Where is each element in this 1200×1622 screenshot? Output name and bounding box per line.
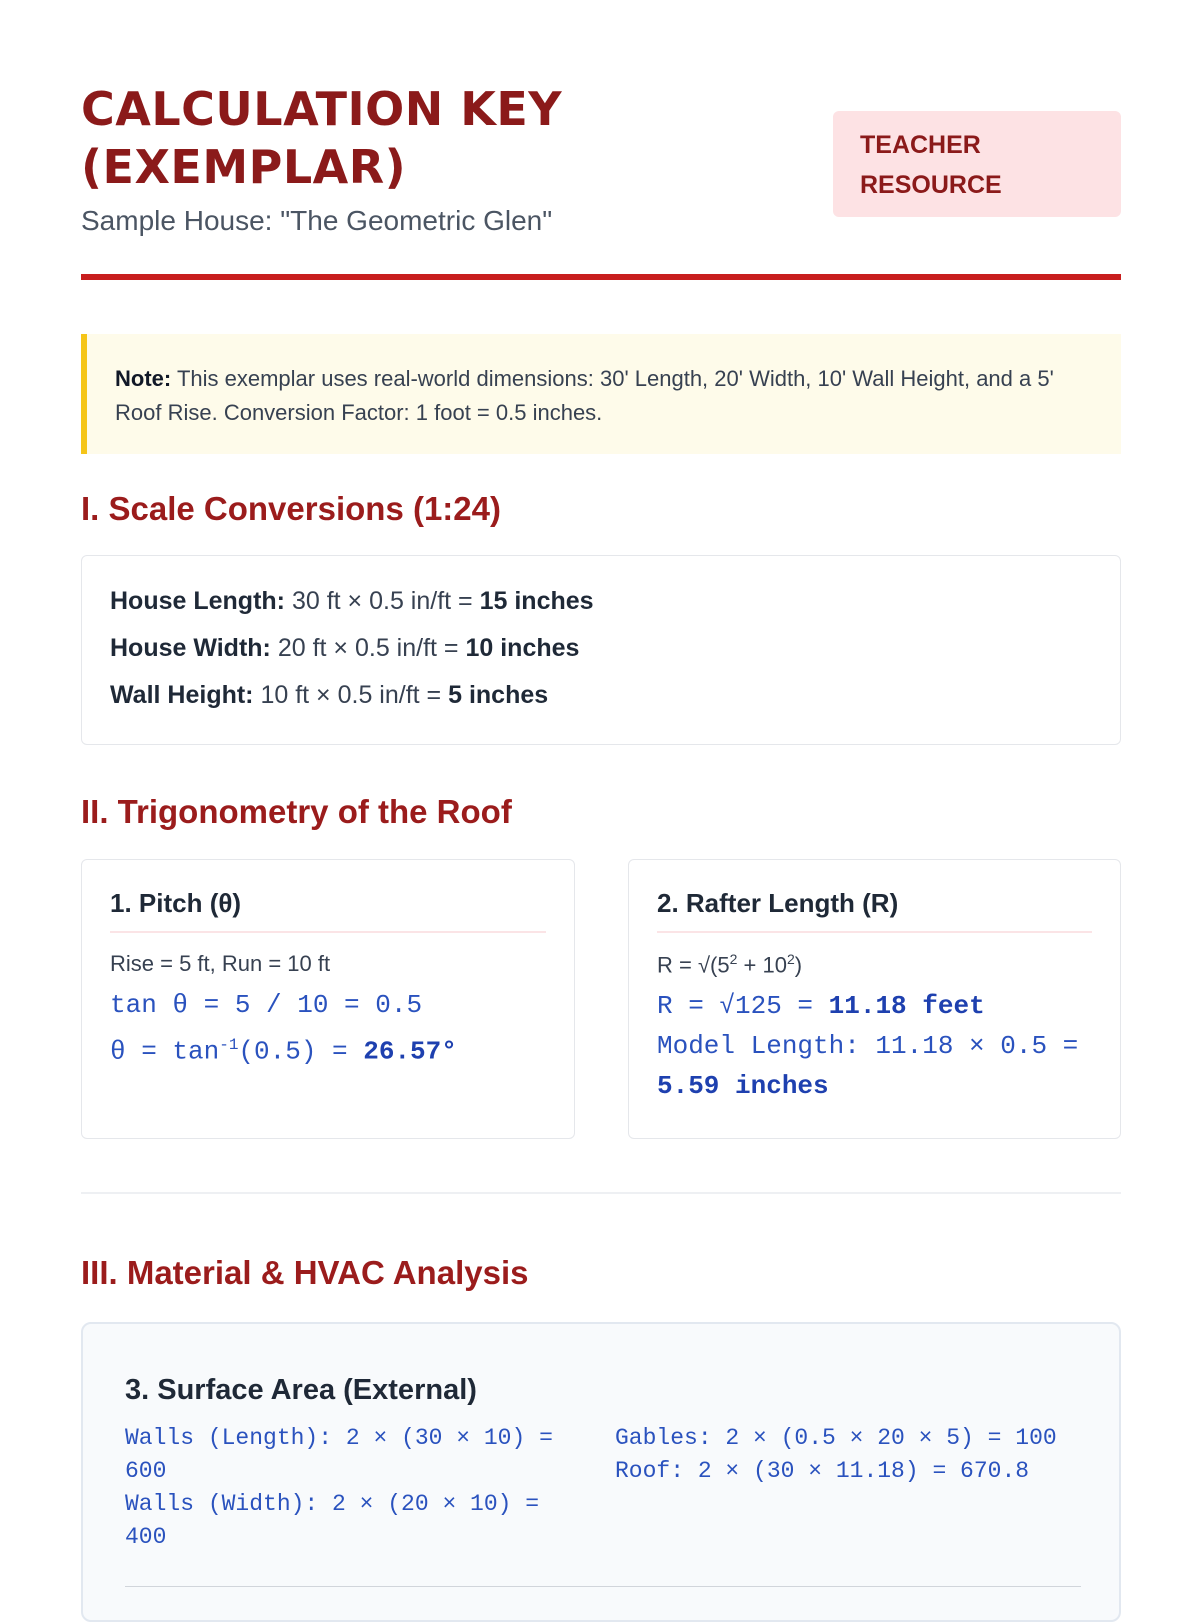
section-material-heading: III. Material & HVAC Analysis [81,1254,529,1291]
pitch-given: Rise = 5 ft, Run = 10 ft [110,951,331,976]
sa-line: Walls (Length): 2 × (30 × 10) = [125,1425,553,1451]
pitch-card [81,859,575,1139]
scale-label: Wall Height: [110,681,254,709]
inverse-sup: -1 [219,1036,239,1054]
page-title: CALCULATION KEY (EXEMPLAR) [81,82,563,194]
theta-expr: θ = tan [110,1036,220,1067]
rafter-expr: R = √125 = [657,991,814,1022]
section-divider [81,1192,1121,1194]
rafter-card [628,859,1121,1139]
rafter-given-c: ) [794,952,803,978]
header-divider [81,274,1121,280]
sa-line: Roof: 2 × (30 × 11.18) = 670.8 [615,1458,1030,1484]
model-expr: Model Length: 11.18 × 0.5 = [657,1031,1079,1062]
scale-expression: 10 ft × 0.5 in/ft = [260,681,442,709]
page-subtitle: Sample House: "The Geometric Glen" [81,205,553,236]
pitch-theta-line [110,1025,546,1072]
note-label: Note: [115,366,172,391]
page-header [81,0,1121,284]
note-text: This exemplar uses real-world dimensions: 30' Length, 20' Width, 10' Wall Height, and a 5' Roof Rise. Conversion Factor: 1 foot = 0.5 inches. [115,366,1054,425]
rafter-given [657,951,1092,978]
pitch-result: 26.57° [363,1036,457,1067]
rafter-given-b: + 10 [737,952,787,978]
rafter-given-a: R = √(5 [657,952,730,978]
scale-conversions-card [81,555,1121,745]
scale-result: 10 inches [465,634,580,662]
section-scale-heading: I. Scale Conversions (1:24) [81,490,501,527]
note-callout [81,334,1121,454]
scale-row-length [110,578,1092,625]
scale-expression: 20 ft × 0.5 in/ft = [277,634,459,662]
scale-label: House Length: [110,587,285,615]
square-sup: 2 [729,951,738,967]
scale-row-width [110,625,1092,672]
scale-expression: 30 ft × 0.5 in/ft = [291,587,473,615]
model-length-line [657,1026,1092,1106]
scale-result: 5 inches [448,681,549,709]
section-trig-heading: II. Trigonometry of the Roof [81,793,512,830]
model-result: 5.59 inches [657,1071,829,1102]
rafter-result: 11.18 feet [828,991,985,1022]
rafter-title: 2. Rafter Length (R) [657,888,1092,933]
surface-area-right [615,1422,1095,1488]
scale-row-height [110,672,1092,719]
teacher-resource-badge: TEACHER RESOURCE [833,111,1121,217]
scale-label: House Width: [110,634,271,662]
sa-line: 400 [125,1524,167,1550]
theta-expr-tail: (0.5) = [238,1036,348,1067]
scale-result: 15 inches [479,587,594,615]
surface-area-card [81,1322,1121,1622]
sa-line: Walls (Width): 2 × (20 × 10) = [125,1491,540,1517]
square-sup: 2 [786,951,795,967]
sa-line: Gables: 2 × (0.5 × 20 × 5) = 100 [615,1425,1057,1451]
pitch-title: 1. Pitch (θ) [110,888,546,933]
surface-area-title: 3. Surface Area (External) [125,1374,477,1406]
sa-line: 600 [125,1458,167,1484]
rafter-length-line [657,986,1092,1026]
surface-area-divider [125,1586,1081,1587]
pitch-tan-line: tan θ = 5 / 10 = 0.5 [110,990,423,1020]
surface-area-left [125,1422,575,1554]
